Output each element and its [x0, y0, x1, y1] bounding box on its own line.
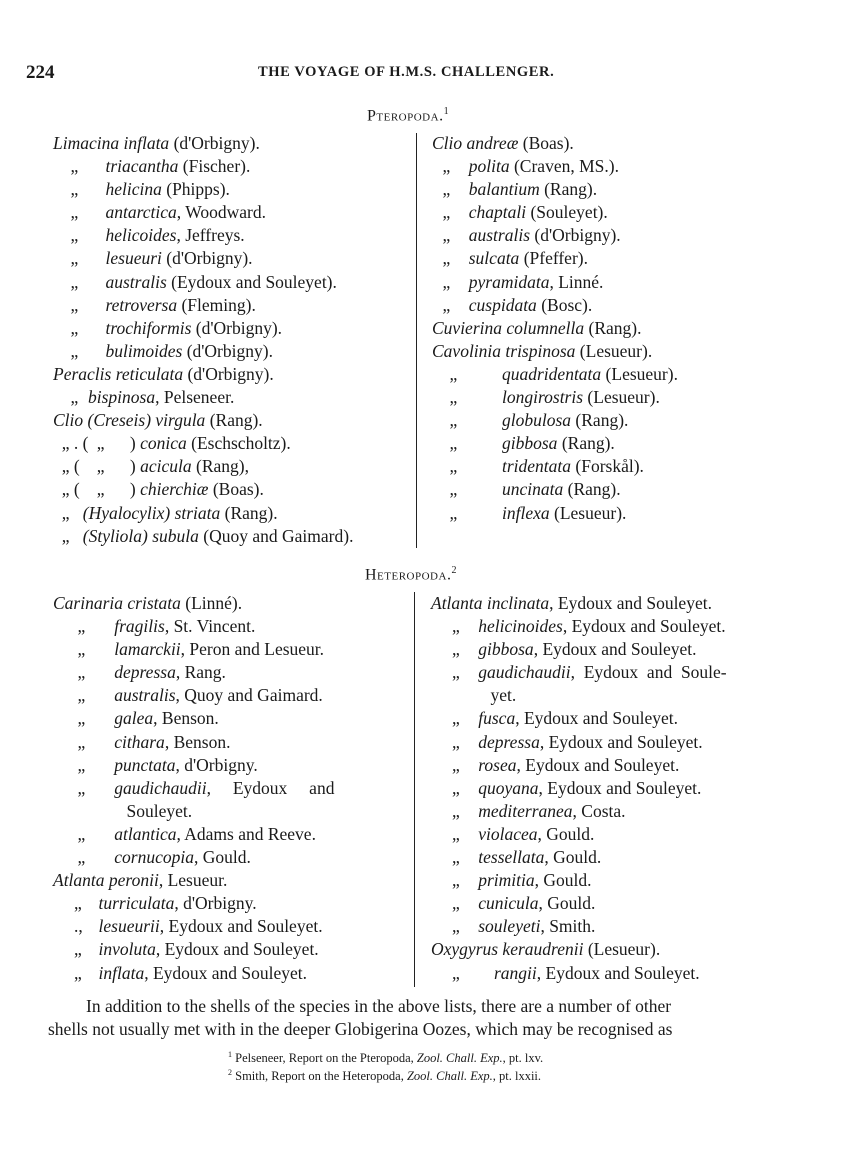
species-name: quoyana	[478, 777, 539, 798]
list-item	[432, 363, 812, 386]
species-name: tessellata	[478, 847, 545, 868]
list-item	[431, 754, 816, 777]
ditto-mark: „	[442, 179, 451, 200]
species-name: Oxygyrus keraudrenii	[431, 939, 584, 960]
species-name: Clio andreæ	[432, 133, 519, 153]
footnote-ref-2: 2	[451, 565, 457, 576]
ditto-mark: „	[452, 800, 460, 821]
ditto-mark: „	[452, 823, 460, 844]
list-item	[53, 938, 408, 961]
list-item	[53, 800, 408, 823]
species-authority: (Phipps).	[161, 179, 230, 200]
species-authority: , Gould.	[544, 847, 602, 868]
species-authority: , Eydoux and Souleyet.	[562, 616, 726, 637]
species-authority: , Gould.	[537, 823, 595, 844]
list-item	[431, 638, 816, 661]
species-authority: , d'Orbigny.	[174, 893, 257, 914]
list-item	[53, 178, 413, 201]
footnote-ref-1: 1	[443, 106, 450, 117]
ditto-mark: „	[442, 225, 451, 246]
ditto-mark: „	[70, 179, 79, 200]
species-authority: (Lesueur).	[601, 363, 678, 384]
species-authority: (Fischer).	[178, 156, 251, 177]
ditto-mark: „	[442, 294, 451, 315]
list-item	[432, 178, 812, 201]
footnote-1-mark: 1	[228, 1050, 232, 1059]
ditto-mark: „	[452, 777, 460, 798]
species-name: cithara	[114, 731, 165, 752]
footnote-2	[228, 1068, 541, 1084]
page-number: 224	[26, 62, 55, 83]
species-name: inflexa	[502, 502, 550, 523]
list-item	[432, 409, 812, 432]
species-authority: yet.	[490, 685, 517, 706]
species-authority: (Bosc).	[536, 294, 593, 315]
pteropoda-left-column	[53, 132, 413, 548]
species-authority: , Jeffreys.	[176, 225, 245, 246]
species-authority: (Rang),	[191, 456, 249, 477]
species-name: lesueurii	[98, 916, 160, 937]
species-authority: , Gould.	[534, 870, 592, 891]
species-name: polita	[468, 156, 510, 177]
species-name: turriculata	[98, 893, 175, 914]
species-authority: (Linné).	[180, 593, 243, 613]
species-authority: , Eydoux and Souleyet.	[533, 639, 697, 660]
species-authority: (Rang).	[205, 410, 263, 431]
species-name: (Styliola) subula	[82, 525, 199, 546]
species-authority: , Quoy and Gaimard.	[175, 685, 323, 706]
species-authority: , Smith.	[540, 916, 596, 937]
ditto-mark: „	[452, 847, 460, 868]
list-item: „ ( „ ) acicula (Rang),	[53, 455, 413, 478]
species-name: helicina	[105, 179, 162, 200]
footnote-2-mark: 2	[228, 1068, 232, 1077]
species-authority: (Lesueur).	[575, 340, 653, 361]
species-authority: , Eydoux and Souleyet.	[549, 593, 712, 613]
footnote-1-pre: Pelseneer, Report on the Pteropoda,	[235, 1051, 417, 1066]
ditto-mark: „	[74, 962, 82, 983]
species-authority: , Rang.	[175, 662, 226, 683]
species-authority: Souleyet.	[126, 800, 193, 821]
ditto-mark: „ (	[61, 456, 80, 477]
list-item	[431, 892, 816, 915]
species-name: Clio (Creseis) virgula	[53, 410, 206, 431]
species-authority: , Woodward.	[176, 202, 266, 223]
species-authority: (Rang).	[539, 179, 598, 200]
list-item	[53, 386, 413, 409]
list-item	[432, 455, 812, 478]
species-authority: (Quoy and Gaimard).	[198, 525, 354, 546]
species-name: involuta	[98, 939, 156, 960]
list-item	[432, 155, 812, 178]
species-authority: , Eydoux and Souleyet.	[536, 962, 700, 983]
list-item	[431, 731, 816, 754]
list-item	[53, 754, 408, 777]
species-authority: (Lesueur).	[549, 502, 627, 523]
species-authority: (Rang).	[220, 502, 278, 523]
ditto-mark: „	[70, 387, 79, 408]
species-authority: , Costa.	[572, 800, 626, 821]
ditto-mark: „	[77, 847, 86, 868]
species-name: cuspidata	[468, 294, 537, 315]
ditto-mark: „	[77, 662, 86, 683]
ditto-mark: „	[61, 502, 70, 523]
list-item	[431, 592, 816, 615]
species-authority: , Gould.	[193, 847, 251, 868]
species-authority: , d'Orbigny.	[175, 754, 258, 775]
species-name: punctata	[114, 754, 176, 775]
list-item	[53, 661, 408, 684]
species-name: pyramidata	[468, 271, 550, 292]
heteropoda-heading-text: Heteropoda.	[365, 566, 452, 584]
species-name: Peraclis reticulata	[53, 363, 184, 384]
ditto-mark: „	[452, 870, 460, 891]
species-name: depressa	[114, 662, 176, 683]
species-name: Cavolinia trispinosa	[432, 340, 576, 361]
species-name: depressa	[478, 731, 540, 752]
species-name: chaptali	[468, 202, 527, 223]
list-item	[53, 317, 413, 340]
species-authority: , St. Vincent.	[164, 616, 256, 637]
species-name: fusca	[478, 708, 516, 729]
list-item	[432, 294, 812, 317]
ditto-mark: „	[77, 616, 86, 637]
species-authority: (Craven, MS.).	[509, 156, 619, 177]
species-name: tridentata	[502, 456, 572, 477]
species-name: Cuvierina columnella	[432, 317, 585, 338]
ditto-mark: „	[77, 685, 86, 706]
ditto-mark: „	[452, 731, 460, 752]
list-item	[432, 247, 812, 270]
species-authority: (d'Orbigny).	[191, 317, 283, 338]
species-name: Atlanta inclinata	[431, 593, 550, 613]
species-authority: (Forskål).	[571, 456, 644, 477]
species-name: sulcata	[468, 248, 520, 269]
ditto-mark: „	[74, 893, 82, 914]
ditto-mark: „	[77, 777, 86, 798]
species-authority: , Linné.	[549, 271, 604, 292]
species-authority: , Peron and Lesueur.	[180, 639, 325, 660]
species-name: rosea	[478, 754, 517, 775]
list-item	[53, 132, 413, 155]
running-title: THE VOYAGE OF H.M.S. CHALLENGER.	[258, 64, 555, 80]
species-name: mediterranea	[478, 800, 573, 821]
footnote-1	[228, 1050, 543, 1066]
ditto-mark: „	[74, 939, 82, 960]
list-item	[432, 432, 812, 455]
list-item	[53, 707, 408, 730]
ditto-mark: „	[96, 433, 105, 454]
species-authority: , Benson.	[153, 708, 219, 729]
species-name: lamarckii	[114, 639, 181, 660]
species-authority: (Lesueur).	[583, 939, 661, 960]
ditto-mark: „	[452, 639, 460, 660]
species-authority: , Eydoux and Souleyet.	[538, 777, 702, 798]
ditto-mark: „	[77, 754, 86, 775]
list-item	[432, 386, 812, 409]
species-name: fragilis	[114, 616, 165, 637]
ditto-mark: „	[96, 479, 105, 500]
ditto-mark: „	[452, 916, 460, 937]
species-name: balantium	[468, 179, 540, 200]
ditto-mark: „	[70, 202, 79, 223]
heteropoda-left-column	[53, 592, 408, 985]
ditto-mark: „	[449, 363, 458, 384]
ditto-mark: „	[77, 639, 86, 660]
list-item	[53, 271, 413, 294]
ditto-mark: „	[442, 202, 451, 223]
footnote-1-journal: Zool. Chall. Exp.	[416, 1051, 503, 1066]
ditto-mark: „	[77, 731, 86, 752]
list-item	[53, 731, 408, 754]
species-name: bulimoides	[105, 340, 183, 361]
footnote-1-post: , pt. lxv.	[502, 1051, 544, 1066]
pteropoda-heading	[367, 106, 449, 125]
heteropoda-right-column	[431, 592, 816, 985]
list-item	[432, 317, 812, 340]
species-name: Atlanta peronii	[53, 870, 159, 891]
ditto-mark: „ (	[61, 479, 80, 500]
pteropoda-heading-text: Pteropoda.	[367, 107, 444, 125]
list-item	[431, 823, 816, 846]
pteropoda-right-column	[432, 132, 812, 525]
species-authority: (d'Orbigny).	[530, 225, 621, 246]
ditto-mark: „	[442, 156, 451, 177]
species-authority: (d'Orbigny).	[161, 248, 253, 269]
species-authority: (d'Orbigny).	[183, 363, 274, 384]
ditto-mark: „	[449, 433, 458, 454]
species-name: primitia	[478, 870, 535, 891]
ditto-mark: „	[449, 410, 458, 431]
ditto-mark: „ . (	[61, 433, 89, 454]
ditto-mark: „	[70, 294, 79, 315]
list-item	[53, 869, 408, 892]
list-item	[53, 638, 408, 661]
species-name: (Hyalocylix) striata	[82, 502, 221, 523]
ditto-mark: .,	[74, 916, 83, 937]
list-item	[432, 201, 812, 224]
ditto-mark: „	[70, 225, 79, 246]
footnote-2-post: , pt. lxxii.	[492, 1069, 542, 1084]
ditto-mark: „	[452, 754, 460, 775]
pteropoda-divider	[416, 133, 417, 548]
species-authority: (Eydoux and Souleyet).	[166, 271, 337, 292]
list-item	[53, 201, 413, 224]
heteropoda-divider	[414, 592, 415, 987]
species-name: antarctica	[105, 202, 177, 223]
species-authority: , Benson.	[164, 731, 231, 752]
species-name: cornucopia	[114, 847, 194, 868]
list-item	[53, 684, 408, 707]
list-item	[53, 363, 413, 386]
species-name: globulosa	[502, 410, 572, 431]
ditto-mark: „	[96, 456, 105, 477]
list-item	[432, 271, 812, 294]
heteropoda-heading	[365, 565, 457, 584]
ditto-mark: „	[452, 616, 460, 637]
ditto-mark: „	[61, 525, 70, 546]
list-item	[53, 525, 413, 548]
species-name: australis	[468, 225, 531, 246]
species-name: australis	[114, 685, 176, 706]
species-name: uncinata	[502, 479, 564, 500]
species-authority: , Eydoux and Souleyet.	[159, 916, 323, 937]
species-authority: (d'Orbigny).	[169, 133, 260, 153]
ditto-mark: „	[70, 248, 79, 269]
species-authority: (Souleyet).	[526, 202, 608, 223]
species-name: bispinosa	[88, 387, 156, 408]
species-name: longirostris	[502, 387, 584, 408]
species-authority: (d'Orbigny).	[182, 340, 273, 361]
species-authority: , Gould.	[538, 893, 596, 914]
ditto-mark: „	[442, 271, 451, 292]
species-name: rangii	[494, 962, 537, 983]
footnote-2-journal: Zool. Chall. Exp.	[406, 1069, 493, 1084]
species-authority: , Eydoux and Souleyet.	[155, 939, 319, 960]
ditto-mark: „	[452, 662, 460, 683]
list-item	[431, 869, 816, 892]
species-name: gibbosa	[478, 639, 534, 660]
list-item	[53, 892, 408, 915]
ditto-mark: „	[449, 456, 458, 477]
species-authority: (Rang).	[584, 317, 642, 338]
list-item	[53, 777, 408, 800]
list-item	[53, 247, 413, 270]
ditto-mark: „	[77, 708, 86, 729]
species-name: gaudichaudii	[478, 662, 571, 683]
list-item	[431, 615, 816, 638]
species-authority: (Fleming).	[177, 294, 256, 315]
species-name: Carinaria cristata	[53, 593, 181, 613]
ditto-mark: „	[452, 708, 460, 729]
species-name: inflata	[98, 962, 145, 983]
body-paragraph	[48, 995, 792, 1041]
list-item	[53, 340, 413, 363]
species-name: conica	[140, 433, 187, 454]
species-authority: , Eydoux and	[206, 777, 335, 798]
species-name: trochiformis	[105, 317, 192, 338]
species-name: gibbosa	[502, 433, 558, 454]
species-name: australis	[105, 271, 167, 292]
list-item	[53, 502, 413, 525]
list-item	[53, 962, 408, 985]
ditto-mark: „	[70, 271, 79, 292]
species-name: acicula	[140, 456, 192, 477]
species-authority: , Adams and Reeve.	[176, 823, 316, 844]
species-authority: (Rang).	[557, 433, 615, 454]
species-authority: , Eydoux and Souleyet.	[516, 754, 680, 775]
species-name: galea	[114, 708, 154, 729]
list-item	[432, 502, 812, 525]
ditto-mark: „	[77, 823, 86, 844]
species-authority: , Eydoux and Souleyet.	[539, 731, 703, 752]
species-name: souleyeti	[478, 916, 541, 937]
ditto-mark: „	[452, 893, 460, 914]
list-item	[53, 915, 408, 938]
ditto-mark: „	[452, 962, 460, 983]
ditto-mark: „	[70, 317, 79, 338]
species-authority: , Eydoux and Souleyet.	[515, 708, 679, 729]
ditto-mark: „	[442, 248, 451, 269]
species-name: gaudichaudii	[114, 777, 207, 798]
list-item	[431, 915, 816, 938]
species-authority: , Eydoux and Soule-	[570, 662, 727, 683]
species-name: helicinoides	[478, 616, 563, 637]
species-name: lesueuri	[105, 248, 162, 269]
list-item: „ . ( „ ) conica (Eschscholtz).	[53, 432, 413, 455]
list-item	[431, 707, 816, 730]
species-name: helicoides	[105, 225, 177, 246]
list-item	[431, 846, 816, 869]
species-authority: (Boas).	[518, 133, 574, 153]
species-name: quadridentata	[502, 363, 602, 384]
species-authority: , Eydoux and Souleyet.	[144, 962, 308, 983]
list-item	[431, 684, 816, 707]
list-item	[53, 409, 413, 432]
ditto-mark: „	[449, 387, 458, 408]
species-authority: (Lesueur).	[583, 387, 660, 408]
list-item	[431, 938, 816, 961]
species-name: chierchiæ	[140, 479, 209, 500]
ditto-mark: „	[70, 156, 79, 177]
paragraph-line-2: shells not usually met with in the deeper Globigerina Oozes, which may be recognised as	[48, 1019, 673, 1039]
species-authority: (Boas).	[208, 479, 264, 500]
list-item	[431, 777, 816, 800]
list-item	[431, 661, 816, 684]
list-item	[53, 823, 408, 846]
species-name: Limacina inflata	[53, 133, 170, 153]
list-item	[53, 592, 408, 615]
list-item	[432, 340, 812, 363]
species-authority: (Rang).	[563, 479, 621, 500]
list-item	[53, 615, 408, 638]
list-item	[432, 478, 812, 501]
list-item	[431, 800, 816, 823]
list-item	[53, 846, 408, 869]
list-item: „ ( „ ) chierchiæ (Boas).	[53, 478, 413, 501]
species-authority: , Lesueur.	[158, 870, 228, 891]
footnote-2-pre: Smith, Report on the Heteropoda,	[235, 1069, 407, 1084]
species-authority: (Pfeffer).	[519, 248, 588, 269]
species-authority: (Eschscholtz).	[186, 433, 291, 454]
species-authority: , Pelseneer.	[155, 387, 235, 408]
species-authority: (Rang).	[571, 410, 629, 431]
list-item	[53, 155, 413, 178]
paragraph-line-1: In addition to the shells of the species in the above lists, there are a number of other	[86, 996, 672, 1016]
ditto-mark: „	[449, 479, 458, 500]
list-item	[432, 132, 812, 155]
list-item	[53, 294, 413, 317]
list-item	[53, 224, 413, 247]
species-name: atlantica	[114, 823, 177, 844]
species-name: violacea	[478, 823, 538, 844]
species-name: triacantha	[105, 156, 179, 177]
ditto-mark: „	[70, 340, 79, 361]
list-item	[432, 224, 812, 247]
species-name: cunicula	[478, 893, 539, 914]
list-item	[431, 962, 816, 985]
ditto-mark: „	[449, 502, 458, 523]
species-name: retroversa	[105, 294, 178, 315]
